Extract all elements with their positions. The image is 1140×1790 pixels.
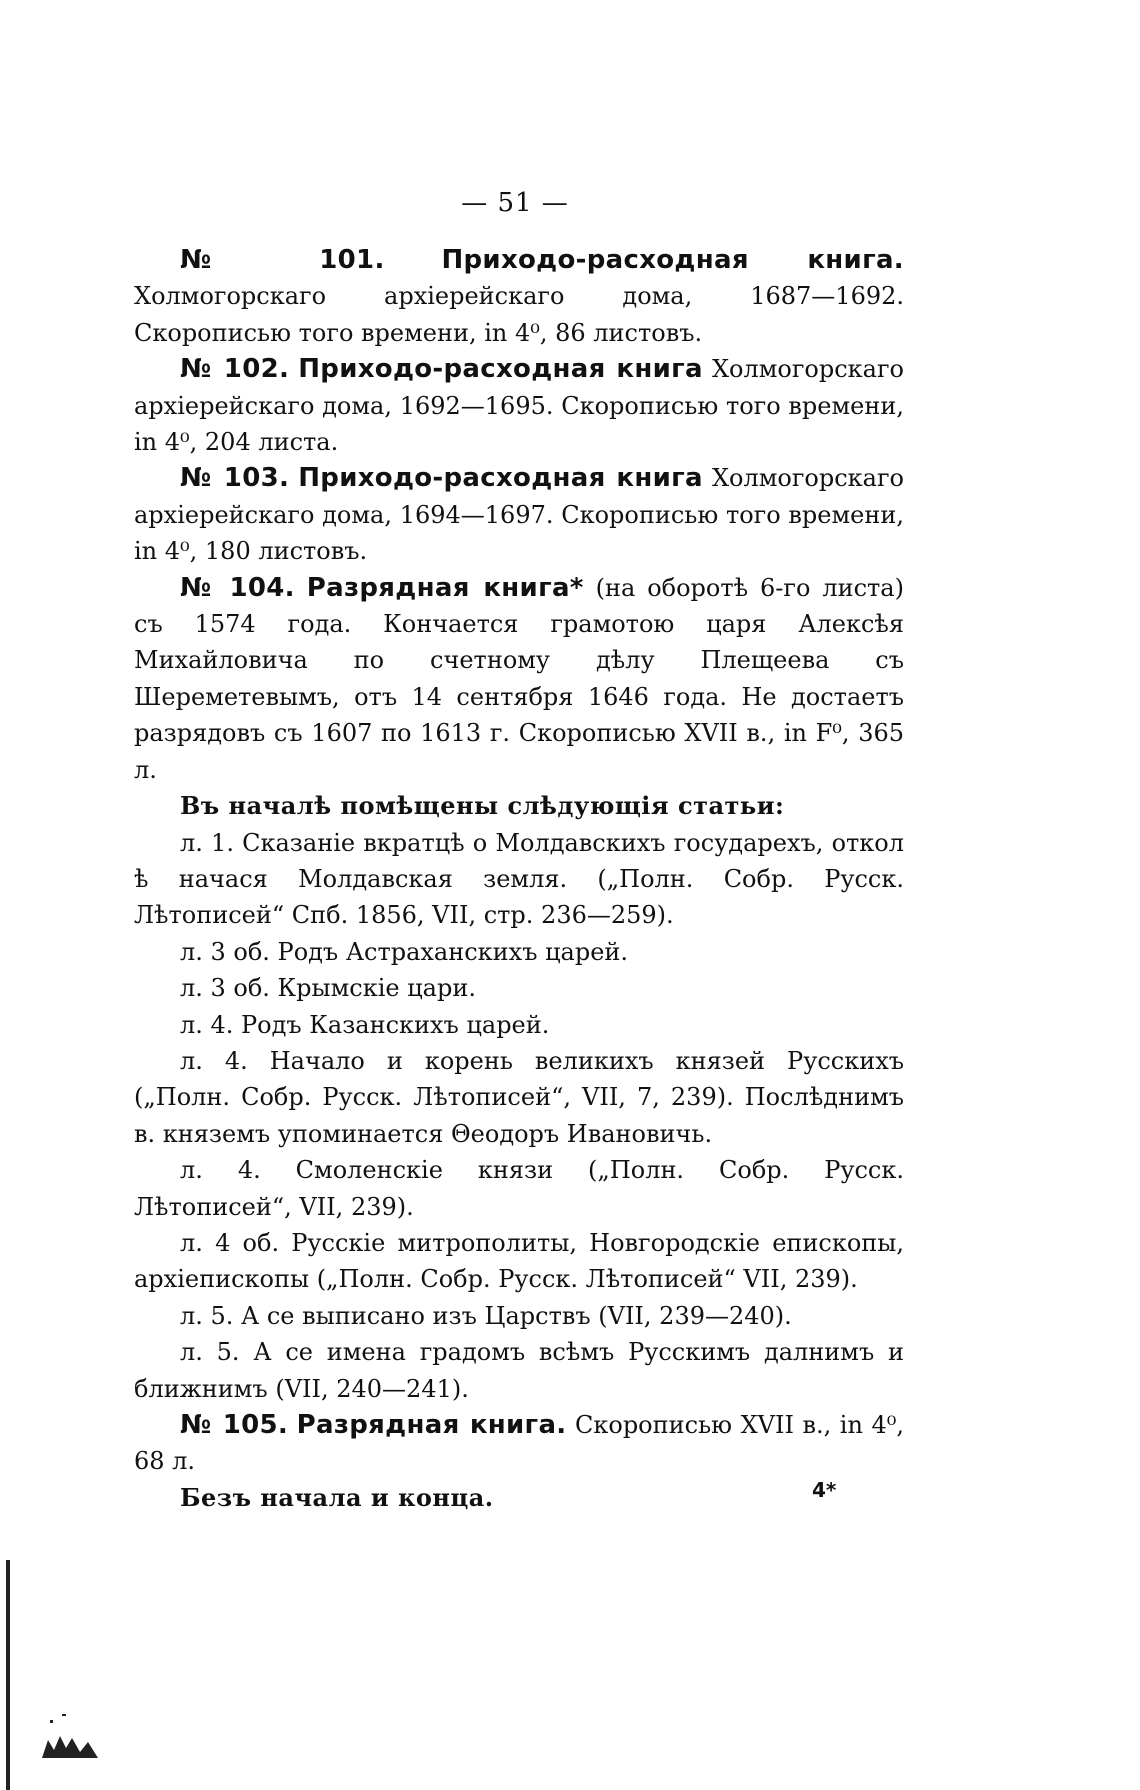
entry-101 <box>134 242 904 351</box>
entry-note: Безъ начала и конца. <box>180 1482 494 1512</box>
entry-text: Холмогорскаго архіерейскаго дома, 1694—1697. Скорописью того времени, in 4⁰, 180 листовъ. <box>134 464 904 566</box>
contents-item: л. 4. Начало и корень великихъ князей Русскихъ („Полн. Собр. Русск. Лѣтописей“, VII, 7, 239). Послѣднимъ в. княземъ упоминается Θеодоръ Ивановичь. <box>134 1046 904 1148</box>
entry-text: Скорописью XVII в., in 4⁰, 68 л. <box>134 1411 904 1476</box>
signature-mark: 4* <box>812 1478 837 1502</box>
entry-text: Холмогорскаго архіерейскаго дома, 1692—1695. Скорописью того времени, in 4⁰, 204 листа. <box>134 355 904 457</box>
entry-number: № 104. <box>180 572 295 603</box>
scan-edge-mark <box>6 1560 10 1790</box>
entry-title: Приходо-расходная книга. <box>441 245 904 275</box>
entry-title: Разрядная книга. <box>296 1410 567 1440</box>
entry-title: Приходо-расходная книга <box>298 354 703 385</box>
entry-title: Приходо-расходная книга <box>298 463 703 494</box>
contents-item: л. 4. Родъ Казанскихъ царей. <box>180 1010 550 1039</box>
entry-number: № 103. <box>180 463 290 494</box>
entry-105 <box>134 1407 904 1480</box>
entry-number: № 102. <box>180 354 290 385</box>
entry-text: Холмогорскаго архіерейскаго дома, 1687—1692. Скорописью того времени, in 4⁰, 86 листовъ. <box>134 282 904 347</box>
contents-item: л. 1. Сказаніе вкратцѣ о Молдавскихъ государехъ, откол​ѣ начася Молдавская земля. („Полн. Собр. Русск. Лѣтописей“ Спб. 1856, VII, стр. 236—259). <box>134 828 904 930</box>
contents-item: л. 5. А се выписано изъ Царствъ (VII, 239—240). <box>180 1301 792 1330</box>
entry-number: № 105. <box>180 1410 289 1440</box>
entry-104 <box>134 570 904 788</box>
contents-heading: Въ началѣ помѣщены слѣдующія статьи: <box>180 791 785 821</box>
page-number: — 51 — <box>461 188 569 218</box>
entry-103 <box>134 460 904 569</box>
entry-number: № 101. <box>180 245 385 275</box>
contents-item: л. 4 об. Русскіе митрополиты, Новгородскіе епископы, архіепископы („Полн. Собр. Русск. Лѣтописей“ VII, 239). <box>134 1228 904 1294</box>
entry-title: Разрядная книга* <box>306 572 584 603</box>
contents-item: л. 5. А се имена градомъ всѣмъ Русскимъ далнимъ и ближнимъ (VII, 240—241). <box>134 1338 904 1403</box>
contents-item: л. 4. Смоленскіе князи („Полн. Собр. Русск. Лѣтописей“, VII, 239). <box>134 1156 904 1221</box>
entry-102 <box>134 351 904 460</box>
contents-item: л. 3 об. Родъ Астраханскихъ царей. <box>180 937 629 966</box>
contents-item: л. 3 об. Крымскіе цари. <box>180 974 476 1003</box>
text-column <box>134 242 904 1516</box>
scan-blot-icon <box>40 1700 100 1760</box>
entry-text: (на оборотѣ 6-го листа) съ 1574 года. Кончается грамотою царя Алексѣя Михайловича по счетному дѣлу Плещеева съ Шереметевымъ, отъ 14 сентября 1646 года. Не достаетъ разрядовъ съ 1607 по 1613 г. Скорописью XVII в., in F⁰, 365 л. <box>134 573 904 784</box>
